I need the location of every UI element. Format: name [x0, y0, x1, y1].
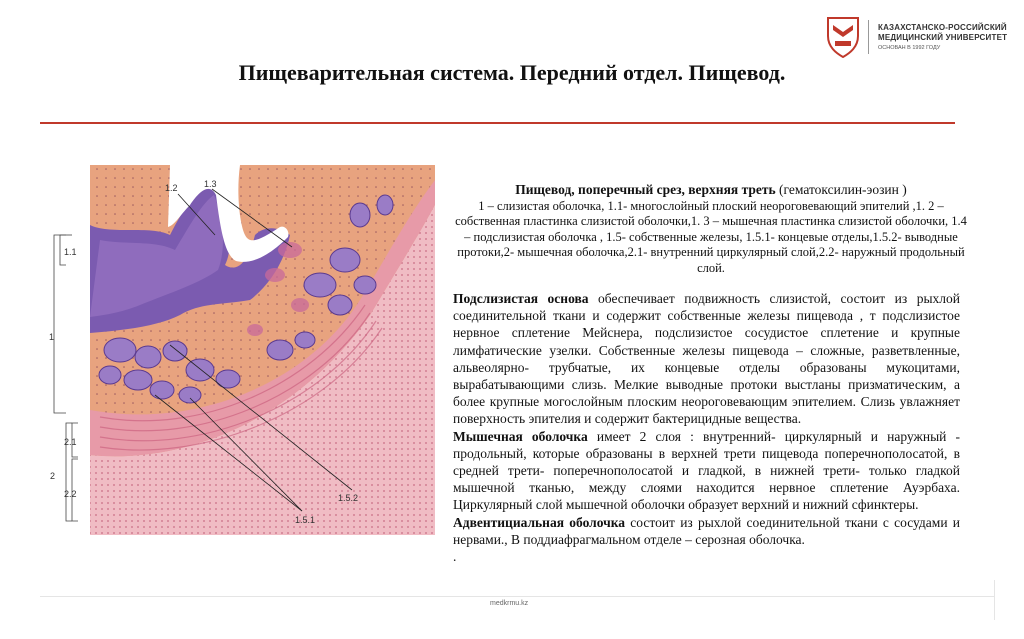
label-1: 1 — [49, 332, 55, 342]
paragraph-dot: . — [453, 549, 457, 565]
term-adventitia: Адвентициальная оболочка — [453, 514, 626, 530]
title-underline — [40, 122, 955, 124]
logo-line-1: КАЗАХСТАНСКО-РОССИЙСКИЙ — [878, 23, 1007, 32]
paragraph-submucosa — [453, 290, 960, 428]
label-1-5-2: 1.5.2 — [338, 493, 359, 503]
label-2-2: 2.2 — [64, 489, 77, 499]
term-muscle: Мышечная оболочка — [453, 428, 588, 444]
paragraph-submucosa-text: обеспечивает подвижность слизистой, состоит из рыхлой соединительной ткани и содержит собственные железы пищевода , т подслизистое нервное сплетение Мейснера, подслизистое сосудистое сплетение и крупные лимфатические узелки. Собственные железы пищевода – сложные, разветвленные, альвеолярно- трубчатые, их концевые отделы образованы мукоцитами, вырабатывающими слизь. Мелкие выводные протоки выстланы призматическим, а более крупные могослойным плоским неороговевающим эпителием. Слизь увлажняет поверхность эпителия и содержит бактерицидные вещества. — [453, 291, 960, 427]
paragraph-adventitia — [453, 514, 960, 548]
label-1-5-1: 1.5.1 — [295, 515, 316, 525]
logo-line-3: ОСНОВАН В 1992 ГОДУ — [878, 45, 941, 51]
caption-title: Пищевод, поперечный срез, верхняя треть — [515, 182, 776, 197]
university-logo — [826, 16, 1008, 60]
slide-title: Пищеварительная система. Передний отдел. Пищевод. — [238, 60, 786, 85]
footer-divider — [40, 596, 995, 597]
paragraph-adventitia-text: состоит из рыхлой соединительной ткани с сосудами и нервами., В поддиафрагмальном отделе – серозная оболочка. — [453, 514, 960, 547]
term-submucosa: Подслизистая основа — [453, 291, 589, 306]
label-1-2: 1.2 — [165, 183, 178, 193]
caption-stain: (гематоксилин-эозин ) — [775, 182, 907, 197]
label-2: 2 — [50, 471, 56, 481]
logo-line-2: МЕДИЦИНСКИЙ УНИВЕРСИТЕТ — [878, 33, 1008, 42]
body-text — [453, 290, 960, 565]
label-1-1: 1.1 — [64, 247, 77, 257]
footer-url[interactable]: medkrmu.kz — [490, 600, 529, 607]
caption-text: 1 – слизистая оболочка, 1.1- многослойный плоский неороговевающий эпителий ,1. 2 – собственная пластинка слизистой оболочки,1. 3 – мышечная пластинка слизистой оболочки, 1.4 – подслизистая оболочка , 1.5- собственные железы, 1.5.1- концевые отделы,1.5.2- выводные протоки,2- мышечная оболочка,2.1- внутренний циркулярный слой,2.2- наружный продольный слой. — [455, 198, 967, 275]
footer-side-divider — [994, 580, 995, 620]
shield-icon — [826, 16, 860, 58]
logo-divider — [868, 20, 869, 54]
label-1-3: 1.3 — [204, 179, 217, 189]
figure-caption — [455, 182, 967, 276]
label-2-1: 2.1 — [64, 437, 77, 447]
paragraph-muscle — [453, 428, 960, 514]
paragraph-muscle-text: имеет 2 слоя : внутренний- циркулярный и наружный - продольный, которые образованы в верхней трети пищевода поперечнополосатой, в средней трети- поперечнополосатой и гладкой, в нижней трети- только гладкой мышечной тканью, между слоями находится нервное сплетение Ауэрбаха. Циркулярный слой мышечной оболочки образует верхний и нижний сфинктеры. — [453, 428, 960, 513]
esophagus-histology-figure — [40, 165, 440, 535]
